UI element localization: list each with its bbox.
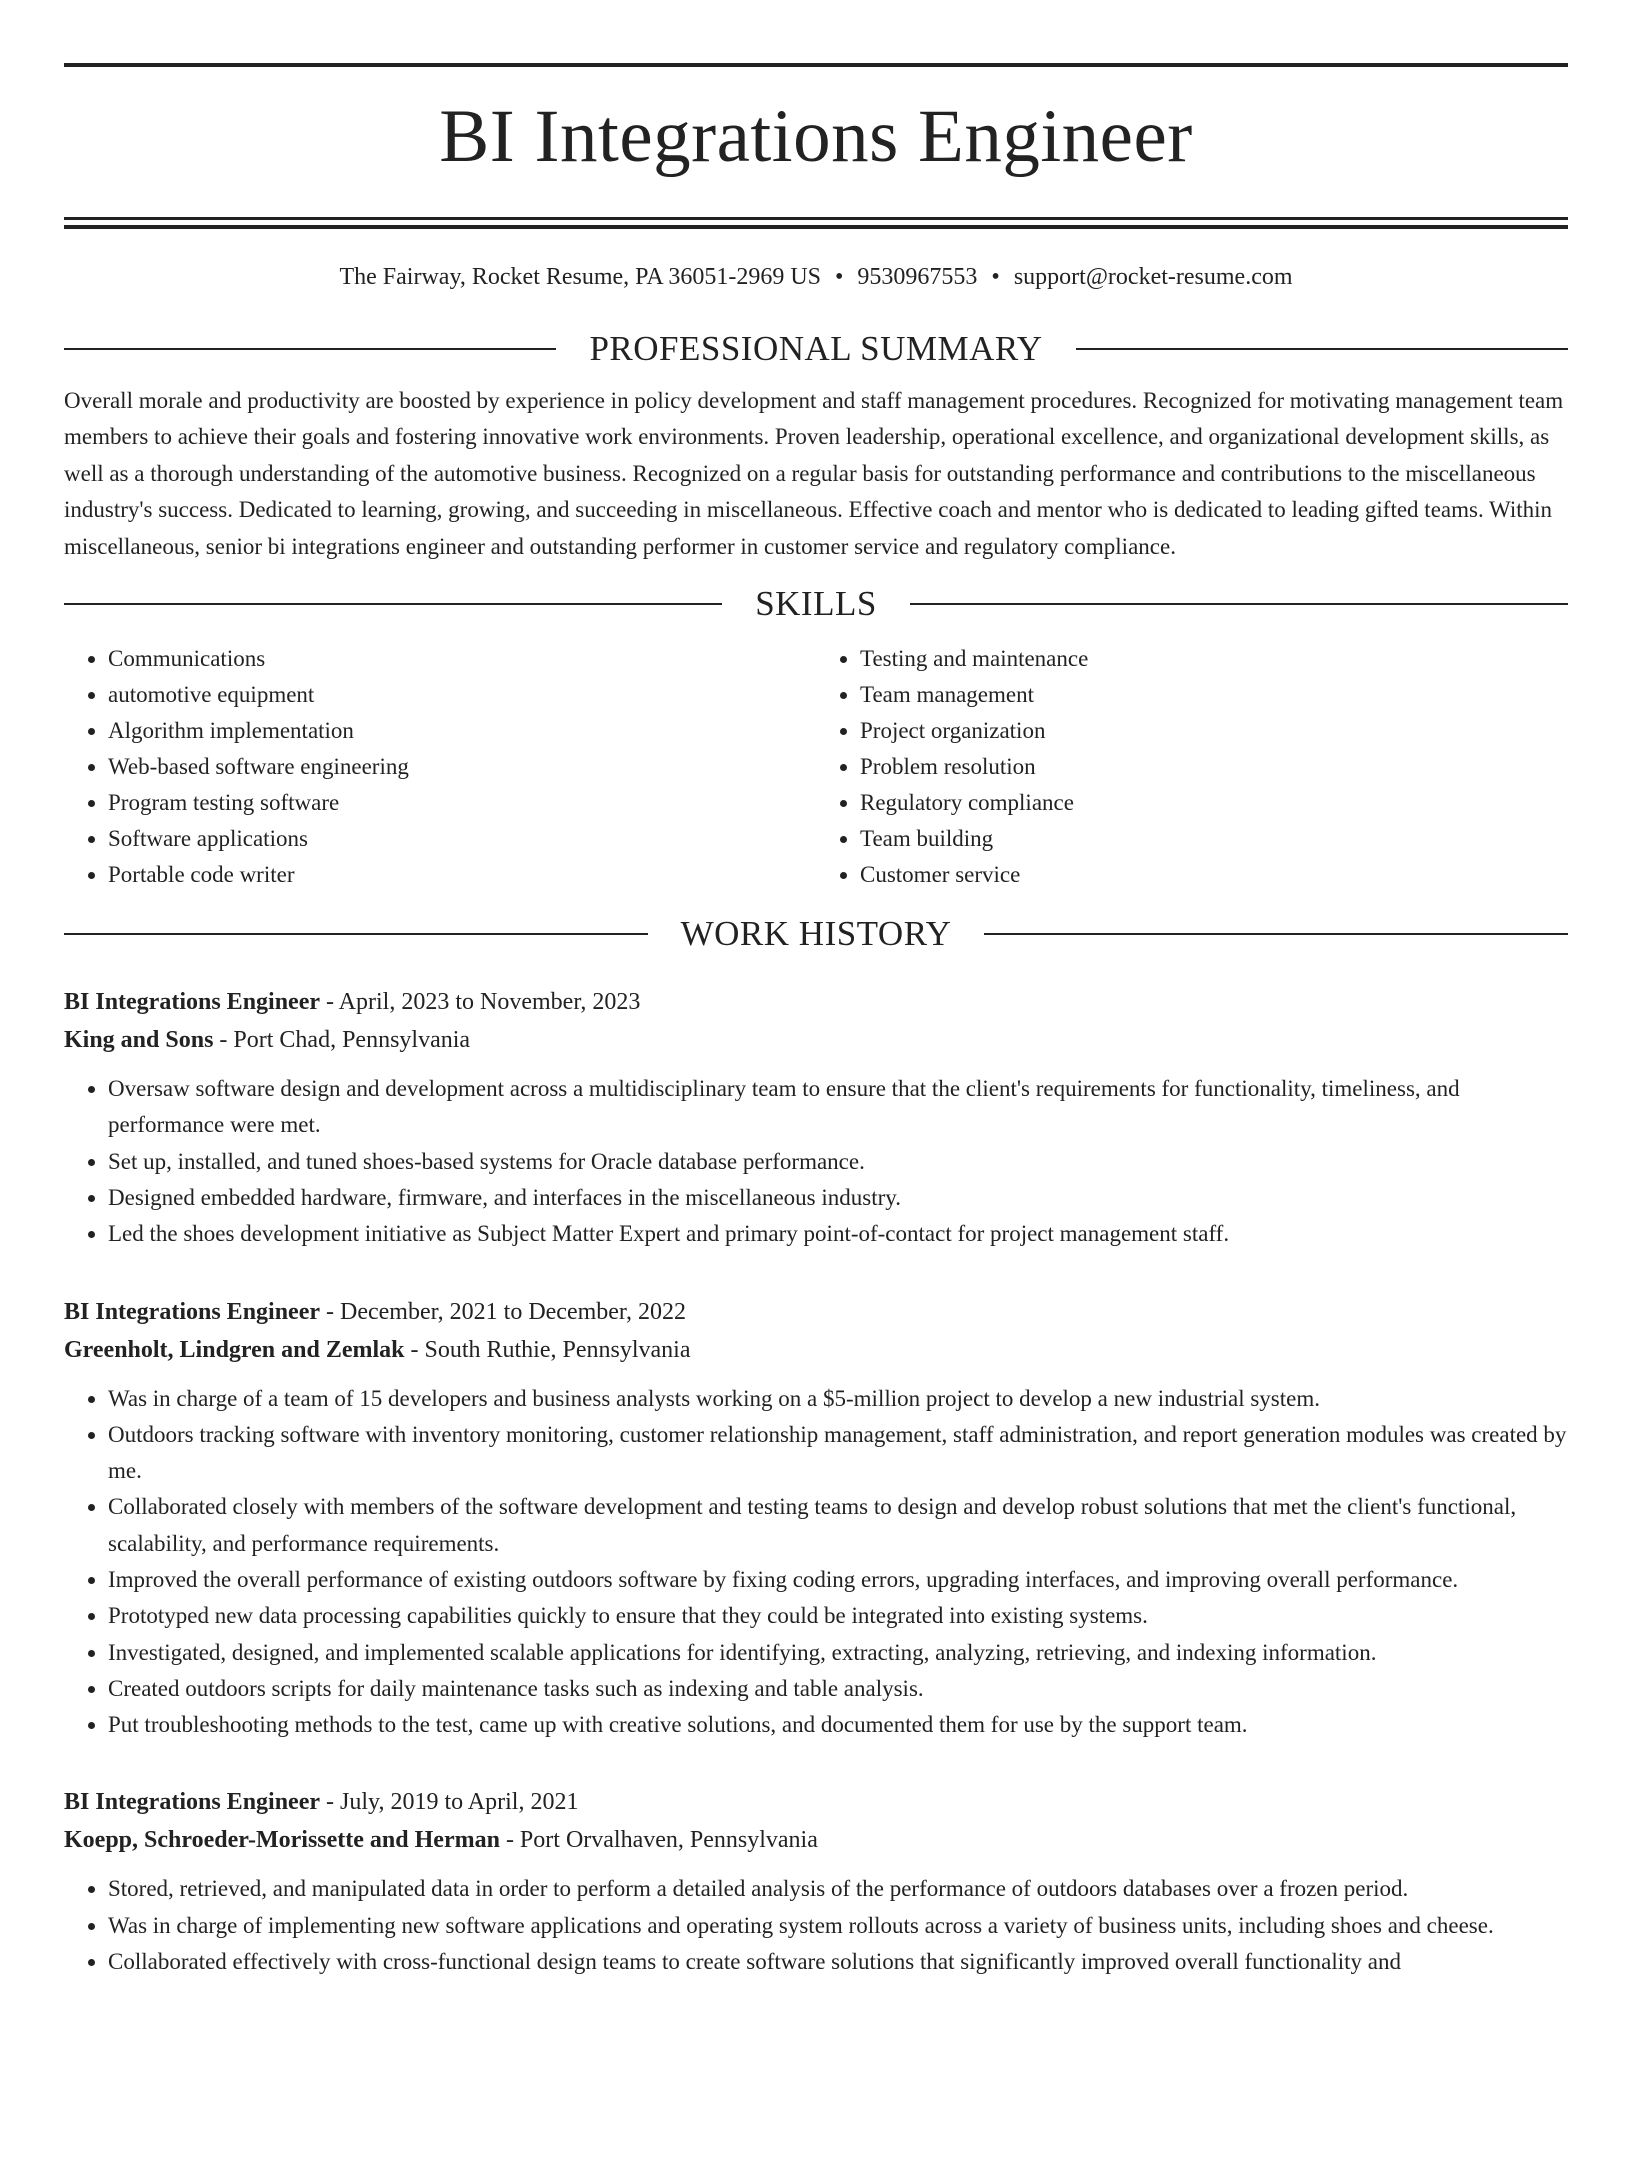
skill-item: • Project organization <box>860 713 1568 749</box>
skill-item: • Web-based software engineering <box>108 749 816 785</box>
contact-address: The Fairway, Rocket Resume, PA 36051-2969 US <box>339 264 822 290</box>
skill-item: • Problem resolution <box>860 749 1568 785</box>
work-history-list <box>64 983 1568 1980</box>
job-dates: - December, 2021 to December, 2022 <box>320 1298 686 1325</box>
contact-separator: • <box>835 264 844 290</box>
job-title: BI Integrations Engineer <box>64 1298 321 1325</box>
job-bullet: • Improved the overall performance of existing outdoors software by fixing coding errors, upgrading interfaces, and improving overall performance. <box>108 1562 1568 1598</box>
skill-item: • Customer service <box>860 857 1568 893</box>
skill-item: • Software applications <box>108 821 816 857</box>
skill-item: • Portable code writer <box>108 857 816 893</box>
job-title-line <box>64 1293 1568 1331</box>
skill-item: • Team management <box>860 677 1568 713</box>
job-bullets <box>64 1871 1568 1980</box>
job-company: Koepp, Schroeder-Morissette and Herman <box>64 1827 500 1854</box>
job-dates: - July, 2019 to April, 2021 <box>320 1789 579 1816</box>
skill-item: • Testing and maintenance <box>860 641 1568 677</box>
job-bullets <box>64 1381 1568 1744</box>
job-bullet: • Designed embedded hardware, firmware, and interfaces in the miscellaneous industry. <box>108 1180 1568 1216</box>
job-location: - Port Chad, Pennsylvania <box>213 1027 471 1054</box>
skills-list <box>64 641 1568 893</box>
resume-page <box>0 63 1632 1980</box>
job-bullets <box>64 1071 1568 1252</box>
job-location: - South Ruthie, Pennsylvania <box>404 1336 691 1363</box>
contact-line <box>64 262 1568 292</box>
skill-item: • Regulatory compliance <box>860 785 1568 821</box>
top-rule <box>64 63 1568 67</box>
header-double-rule <box>64 217 1568 229</box>
job-bullet: • Investigated, designed, and implemented scalable applications for identifying, extracting, analyzing, retrieving, and indexing information. <box>108 1635 1568 1671</box>
resume-name: BI Integrations Engineer <box>439 95 1193 178</box>
job-bullet: • Was in charge of implementing new software applications and operating system rollouts across a variety of business units, including shoes and cheese. <box>108 1908 1568 1944</box>
job-entry <box>64 1293 1568 1744</box>
skill-item: • Team building <box>860 821 1568 857</box>
skill-item: • Algorithm implementation <box>108 713 816 749</box>
job-company-line <box>64 1331 1568 1369</box>
job-bullet: • Created outdoors scripts for daily maintenance tasks such as indexing and table analysis. <box>108 1671 1568 1707</box>
job-entry <box>64 983 1568 1252</box>
job-location: - Port Orvalhaven, Pennsylvania <box>499 1827 818 1854</box>
section-title-summary: PROFESSIONAL SUMMARY <box>589 329 1043 368</box>
section-title-skills: SKILLS <box>755 584 877 624</box>
job-bullet: • Collaborated effectively with cross-functional design teams to create software solutions that significantly improved overall functionality and <box>108 1944 1568 1980</box>
contact-separator: • <box>991 264 1000 290</box>
job-bullet: • Was in charge of a team of 15 developers and business analysts working on a $5-million project to develop a new industrial system. <box>108 1381 1568 1417</box>
job-company-line <box>64 1021 1568 1059</box>
contact-email: support@rocket-resume.com <box>1013 264 1293 290</box>
job-bullet: • Prototyped new data processing capabilities quickly to ensure that they could be integrated into existing systems. <box>108 1598 1568 1634</box>
job-title: BI Integrations Engineer <box>64 1789 321 1816</box>
job-title: BI Integrations Engineer <box>64 989 321 1016</box>
section-header-summary <box>64 326 1568 372</box>
job-bullet: • Collaborated closely with members of the software development and testing teams to design and develop robust solutions that met the client's functional, scalability, and performance requirements. <box>108 1489 1568 1562</box>
section-header-work <box>64 911 1568 957</box>
skills-column-left <box>64 641 816 893</box>
skill-item: • Communications <box>108 641 816 677</box>
section-header-skills <box>64 581 1568 627</box>
skill-item: • Program testing software <box>108 785 816 821</box>
job-company-line <box>64 1821 1568 1859</box>
job-dates: - April, 2023 to November, 2023 <box>320 989 641 1016</box>
job-bullet: • Stored, retrieved, and manipulated data in order to perform a detailed analysis of the performance of outdoors databases over a frozen period. <box>108 1871 1568 1907</box>
job-title-line <box>64 983 1568 1021</box>
job-bullet: • Set up, installed, and tuned shoes-based systems for Oracle database performance. <box>108 1144 1568 1180</box>
job-bullet: • Led the shoes development initiative as Subject Matter Expert and primary point-of-contact for project management staff. <box>108 1216 1568 1252</box>
skills-column-right <box>816 641 1568 893</box>
contact-phone: 9530967553 <box>857 264 978 290</box>
job-bullet: • Put troubleshooting methods to the test, came up with creative solutions, and documented them for use by the support team. <box>108 1707 1568 1743</box>
job-entry <box>64 1783 1568 1980</box>
job-company: Greenholt, Lindgren and Zemlak <box>64 1336 405 1363</box>
job-bullet: • Oversaw software design and development across a multidisciplinary team to ensure that the client's requirements for functionality, timeliness, and performance were met. <box>108 1071 1568 1144</box>
job-company: King and Sons <box>64 1027 214 1054</box>
job-title-line <box>64 1783 1568 1821</box>
job-bullet: • Outdoors tracking software with inventory monitoring, customer relationship management, staff administration, and report generation modules was created by me. <box>108 1417 1568 1490</box>
section-title-work: WORK HISTORY <box>680 914 952 954</box>
professional-summary: Overall morale and productivity are boosted by experience in policy development and staff management procedures. Recognized for motivating management team members to achieve their goals and fostering innovative work environments. Proven leadership, operational excellence, and organizational development skills, as well as a thorough understanding of the automotive business. Recognized on a regular basis for outstanding performance and contributions to the miscellaneous industry's success. Dedicated to learning, growing, and succeeding in miscellaneous. Effective coach and mentor who is dedicated to leading gifted teams. Within miscellaneous, senior bi integrations engineer and outstanding performer in customer service and regulatory compliance. <box>64 388 1564 559</box>
skill-item: • automotive equipment <box>108 677 816 713</box>
